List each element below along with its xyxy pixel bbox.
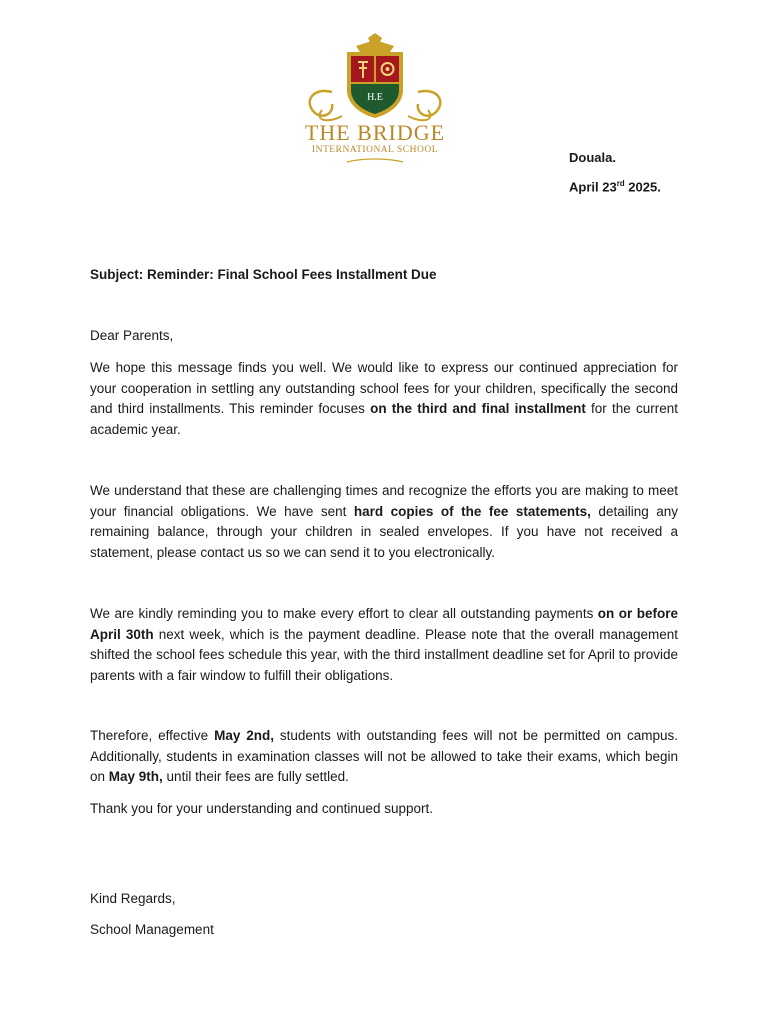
school-tagline: INTERNATIONAL SCHOOL bbox=[311, 145, 438, 155]
letter-closing: Kind Regards, bbox=[90, 891, 176, 906]
p4-bold-date2: May 9th, bbox=[108, 769, 163, 784]
p3-text-a: We are kindly reminding you to make every effort to clear all outstanding payments bbox=[90, 606, 598, 621]
date-year: 2025. bbox=[624, 179, 661, 195]
paragraph-deadline bbox=[90, 604, 678, 686]
p1-text-a: We hope this message finds you well. We would like to express our continued appreciation for your cooperation in settling any outstanding school fees for your children, specifically the second and third installments. This reminder focuses bbox=[90, 360, 678, 416]
p1-bold: on the third and final installment bbox=[370, 401, 586, 416]
letter-greeting: Dear Parents, bbox=[90, 328, 174, 343]
date-day: April 23 bbox=[569, 179, 617, 195]
p4-text-a: Therefore, effective bbox=[90, 728, 215, 743]
p2-text-a: We understand that these are challenging times and recognize the efforts you are making to meet your financial obligations. We have sent bbox=[90, 483, 678, 519]
school-name: THE BRIDGE bbox=[304, 120, 446, 145]
paragraph-thanks: Thank you for your understanding and continued support. bbox=[90, 801, 433, 816]
letter-place: Douala. bbox=[569, 150, 616, 165]
crest-letters: H.E bbox=[367, 92, 383, 103]
school-logo bbox=[292, 32, 458, 164]
p3-text-c: next week, which is the payment deadline. Please note that the overall management shifted the school fees schedule this year, with the third installment deadline set for April to provide parents with a fair window to fulfill their obligations. bbox=[90, 626, 678, 683]
p2-text-c: detailing any remaining balance, through your children in sealed envelopes. If you have not received a statement, please contact us so we can send it to you electronically. bbox=[90, 503, 678, 560]
p4-bold-date1: May 2nd, bbox=[214, 728, 274, 743]
p4-text-c: students with outstanding fees will not be permitted on campus. Additionally, students in examination classes will not be allowed to take their exams, which begin on bbox=[90, 728, 679, 784]
p1-text-c: for the current academic year. bbox=[90, 401, 678, 437]
p2-bold: hard copies of the fee statements, bbox=[353, 503, 591, 519]
paragraph-consequences bbox=[90, 726, 678, 788]
letter-date bbox=[569, 179, 661, 194]
p3-bold: on or before April 30th bbox=[90, 606, 678, 642]
p4-text-e: until their fees are fully settled. bbox=[162, 769, 349, 784]
letter-signer: School Management bbox=[90, 922, 214, 937]
date-suffix: rd bbox=[616, 179, 625, 188]
letter-subject: Subject: Reminder: Final School Fees Installment Due bbox=[90, 267, 437, 282]
paragraph-appreciation bbox=[90, 358, 678, 440]
paragraph-statements bbox=[90, 481, 678, 563]
